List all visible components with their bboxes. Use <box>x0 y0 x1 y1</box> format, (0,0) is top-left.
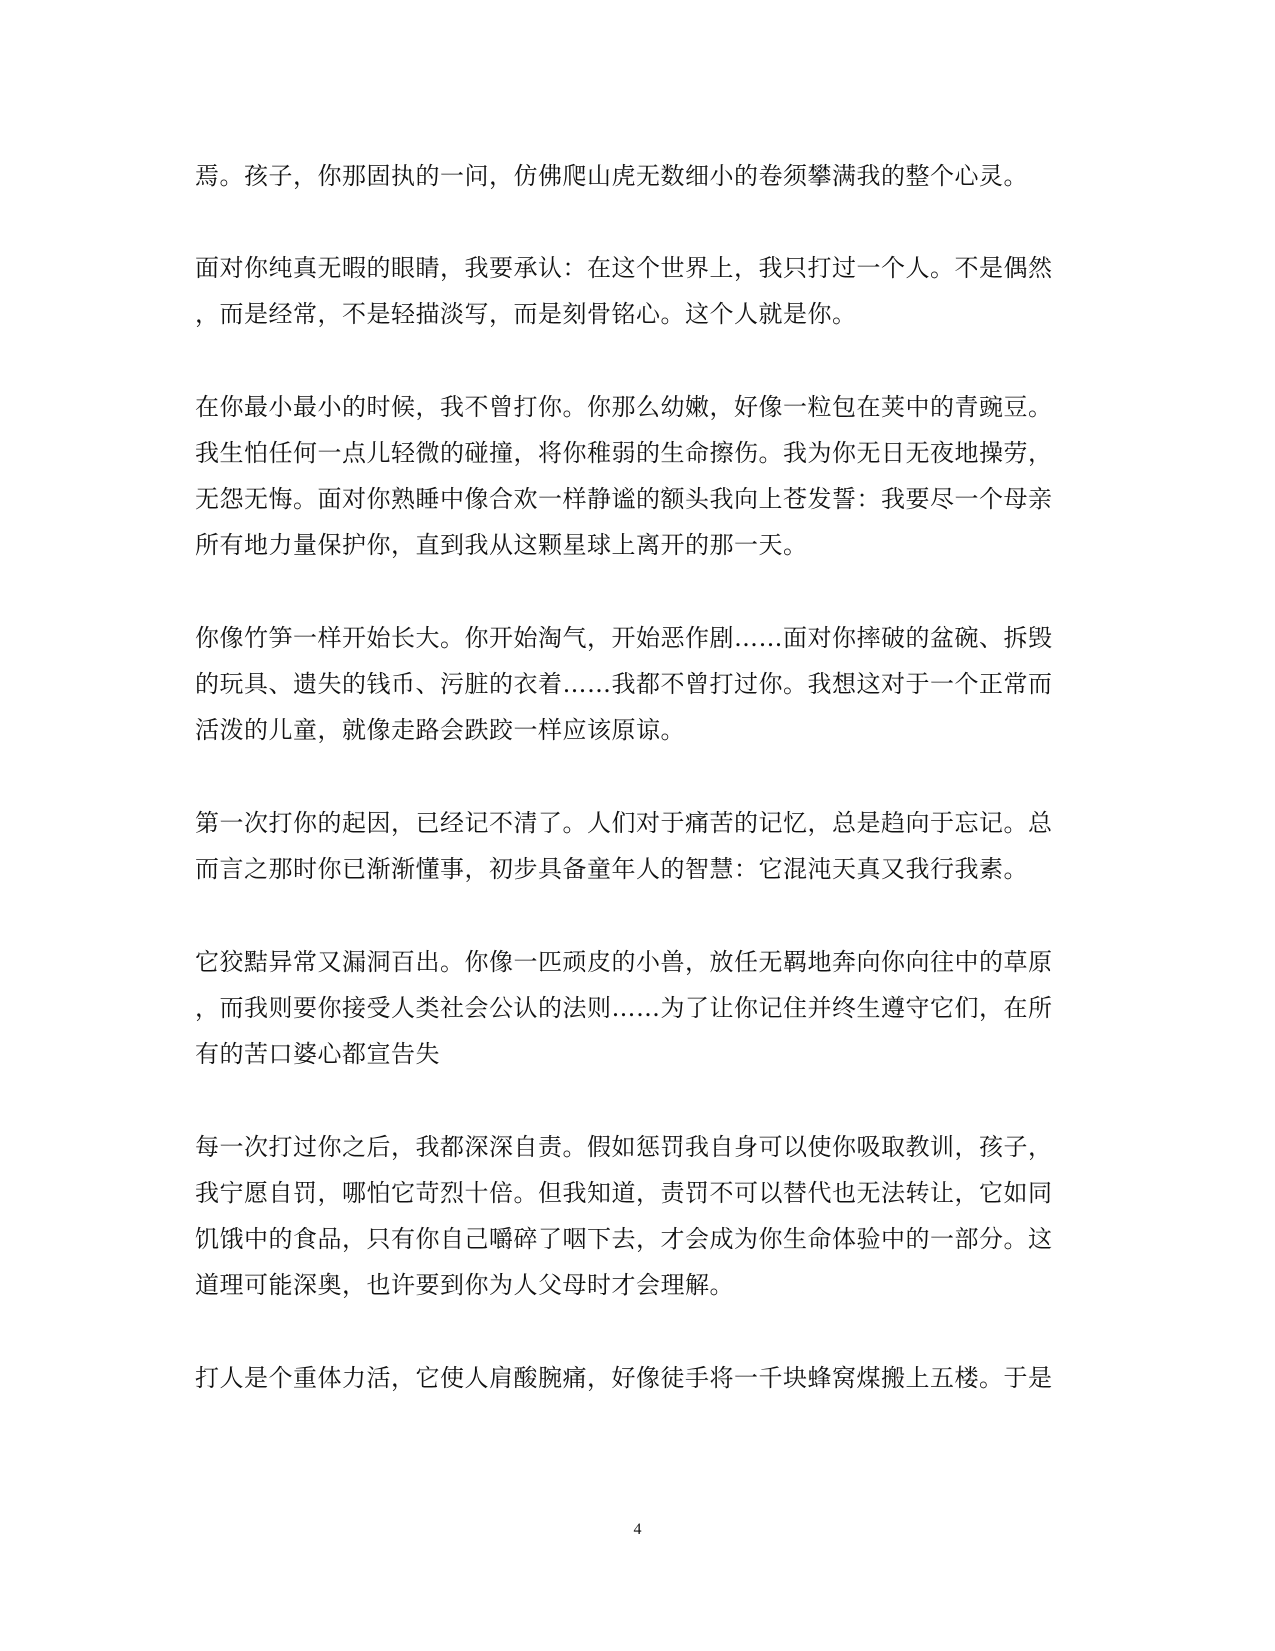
text-line: 饥饿中的食品，只有你自己嚼碎了咽下去，才会成为你生命体验中的一部分。这 <box>195 1225 1053 1253</box>
text-line: 而言之那时你已渐渐懂事，初步具备童年人的智慧：它混沌天真又我行我素。 <box>195 855 1028 883</box>
text-line: 面对你纯真无暇的眼睛，我要承认：在这个世界上，我只打过一个人。不是偶然 <box>195 254 1053 282</box>
text-line: 它狡黠异常又漏洞百出。你像一匹顽皮的小兽，放任无羁地奔向你向往中的草原 <box>195 948 1053 976</box>
text-line: 我生怕任何一点儿轻微的碰撞，将你稚弱的生命擦伤。我为你无日无夜地操劳， <box>195 439 1053 467</box>
text-line: 在你最小最小的时候，我不曾打你。你那么幼嫩，好像一粒包在荚中的青豌豆。 <box>195 393 1053 421</box>
text-line: ，而我则要你接受人类社会公认的法则……为了让你记住并终生遵守它们，在所 <box>195 994 1053 1022</box>
text-line: 每一次打过你之后，我都深深自责。假如惩罚我自身可以使你吸取教训，孩子， <box>195 1133 1053 1161</box>
page-number: 4 <box>633 1521 642 1538</box>
text-line: 无怨无悔。面对你熟睡中像合欢一样静谧的额头我向上苍发誓：我要尽一个母亲 <box>195 485 1053 513</box>
text-line: 你像竹笋一样开始长大。你开始淘气，开始恶作剧……面对你摔破的盆碗、拆毁 <box>195 624 1053 652</box>
text-line: 道理可能深奥，也许要到你为人父母时才会理解。 <box>195 1271 734 1299</box>
text-line: 的玩具、遗失的钱币、污脏的衣着……我都不曾打过你。我想这对于一个正常而 <box>195 670 1053 698</box>
text-line: 第一次打你的起因，已经记不清了。人们对于痛苦的记忆，总是趋向于忘记。总 <box>195 809 1053 837</box>
text-line: 活泼的儿童，就像走路会跌跤一样应该原谅。 <box>195 716 685 744</box>
text-line: 所有地力量保护你，直到我从这颗星球上离开的那一天。 <box>195 531 808 559</box>
text-line: 有的苦口婆心都宣告失 <box>195 1040 440 1068</box>
text-line: 焉。孩子，你那固执的一问，仿佛爬山虎无数细小的卷须攀满我的整个心灵。 <box>195 162 1028 190</box>
text-line: 我宁愿自罚，哪怕它苛烈十倍。但我知道，责罚不可以替代也无法转让，它如同 <box>195 1179 1053 1207</box>
text-line: ，而是经常，不是轻描淡写，而是刻骨铭心。这个人就是你。 <box>195 300 857 328</box>
text-line: 打人是个重体力活，它使人肩酸腕痛，好像徒手将一千块蜂窝煤搬上五楼。于是 <box>195 1364 1053 1392</box>
